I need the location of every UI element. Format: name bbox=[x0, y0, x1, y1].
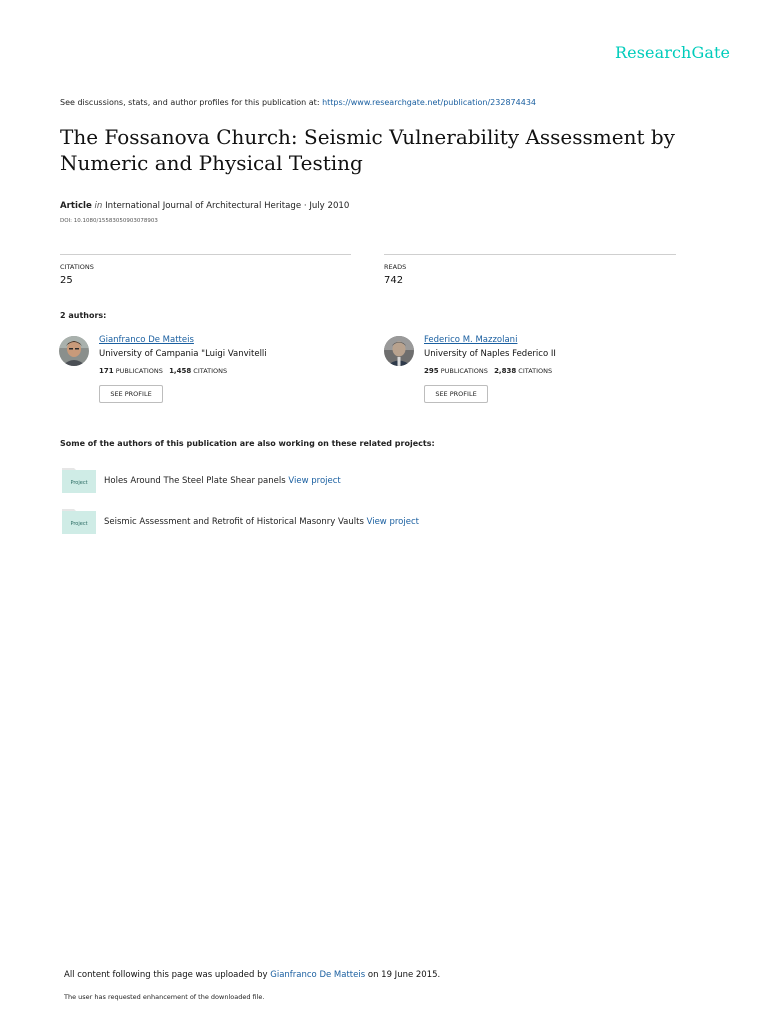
project-icon-label: Project bbox=[70, 521, 88, 527]
project-item bbox=[104, 517, 419, 527]
researchgate-logo[interactable]: ResearchGate bbox=[615, 43, 731, 62]
project-title: Holes Around The Steel Plate Shear panels bbox=[104, 476, 286, 486]
view-project-link[interactable]: View project bbox=[366, 517, 419, 527]
article-meta bbox=[60, 201, 349, 211]
view-project-link[interactable]: View project bbox=[288, 476, 341, 486]
divider-citations bbox=[60, 254, 351, 255]
author-name-link[interactable]: Gianfranco De Matteis bbox=[99, 335, 194, 345]
upload-info bbox=[64, 970, 440, 980]
author-stats bbox=[424, 367, 552, 375]
publication-url-link[interactable]: https://www.researchgate.net/publication/232874434 bbox=[322, 98, 536, 107]
paper-title: The Fossanova Church: Seismic Vulnerability Assessment by Numeric and Physical Testing bbox=[60, 125, 675, 175]
author-publications-count: 171 bbox=[99, 367, 114, 375]
author-publications-count: 295 bbox=[424, 367, 439, 375]
doi: DOI: 10.1080/15583050903078903 bbox=[60, 218, 158, 224]
project-title: Seismic Assessment and Retrofit of Historical Masonry Vaults bbox=[104, 517, 364, 527]
author-citations-label: CITATIONS bbox=[518, 367, 553, 375]
enhancement-note: The user has requested enhancement of the downloaded file. bbox=[64, 993, 265, 1001]
author-publications-label: PUBLICATIONS bbox=[115, 367, 163, 375]
author-photo-icon[interactable] bbox=[59, 336, 89, 366]
see-discussions-text: See discussions, stats, and author profiles for this publication at: bbox=[60, 98, 320, 107]
divider-reads bbox=[384, 254, 676, 255]
see-discussions-line bbox=[60, 98, 536, 107]
project-folder-icon bbox=[62, 467, 96, 493]
see-profile-button[interactable]: SEE PROFILE bbox=[424, 385, 488, 403]
uploader-link[interactable]: Gianfranco De Matteis bbox=[270, 970, 366, 980]
author-citations-label: CITATIONS bbox=[193, 367, 228, 375]
author-affiliation: University of Campania "Luigi Vanvitelli bbox=[99, 349, 267, 359]
article-type: Article bbox=[60, 201, 92, 211]
related-projects-heading: Some of the authors of this publication are also working on these related projects: bbox=[60, 439, 435, 448]
author-publications-label: PUBLICATIONS bbox=[440, 367, 488, 375]
author-stats bbox=[99, 367, 227, 375]
upload-prefix: All content following this page was uploaded by bbox=[64, 970, 268, 980]
article-in: in bbox=[94, 201, 103, 211]
author-citations-count: 1,458 bbox=[169, 367, 192, 375]
author-affiliation: University of Naples Federico II bbox=[424, 349, 556, 359]
reads-value: 742 bbox=[384, 275, 404, 286]
author-photo-icon[interactable] bbox=[384, 336, 414, 366]
reads-label: READS bbox=[384, 263, 407, 271]
citations-value: 25 bbox=[60, 275, 73, 286]
author-citations-count: 2,838 bbox=[494, 367, 517, 375]
upload-suffix: on 19 June 2015. bbox=[367, 970, 441, 980]
journal-name: International Journal of Architectural Heritage · July 2010 bbox=[105, 201, 350, 211]
citations-label: CITATIONS bbox=[60, 263, 94, 271]
project-folder-icon bbox=[62, 508, 96, 534]
author-name-link[interactable]: Federico M. Mazzolani bbox=[424, 335, 518, 345]
authors-heading: 2 authors: bbox=[60, 311, 107, 320]
project-item bbox=[104, 476, 341, 486]
see-profile-button[interactable]: SEE PROFILE bbox=[99, 385, 163, 403]
project-icon-label: Project bbox=[70, 480, 88, 486]
